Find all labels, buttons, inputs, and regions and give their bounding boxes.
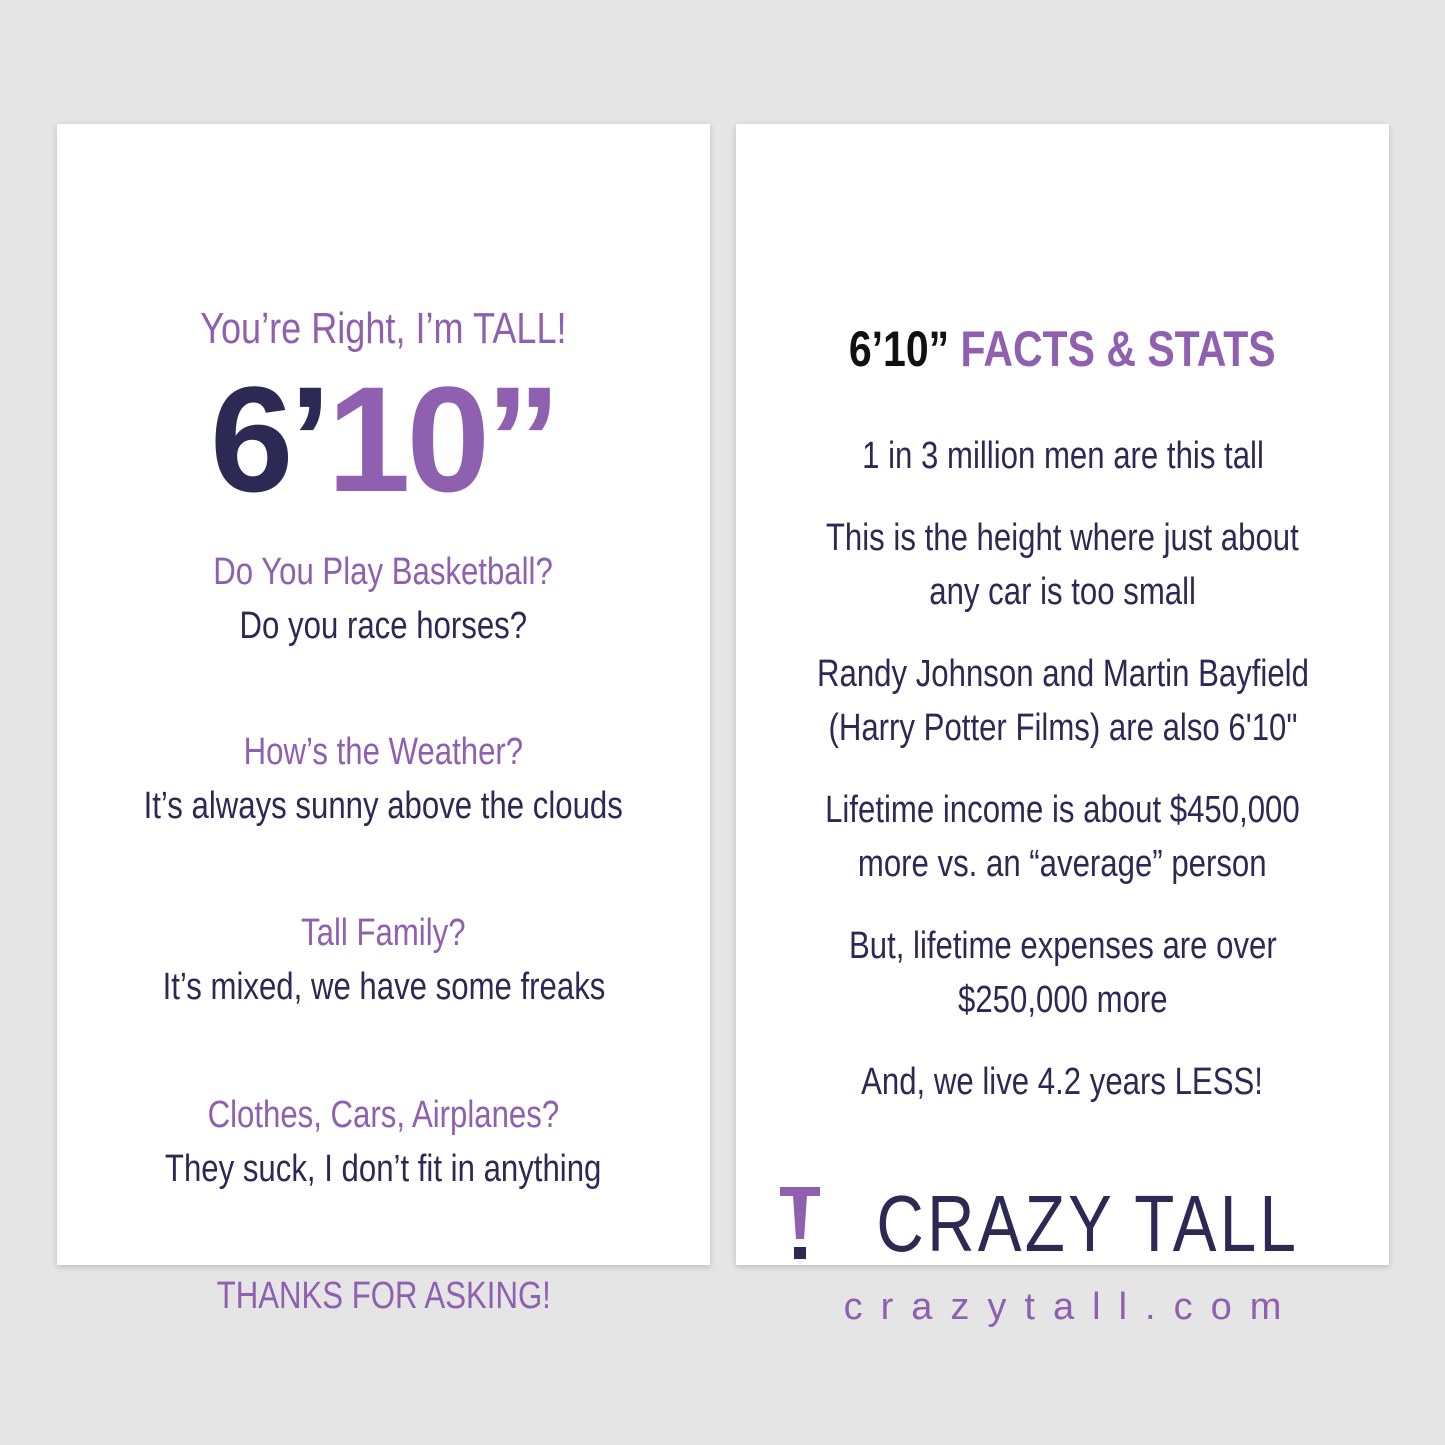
answer: It’s mixed, we have some freaks [162, 966, 605, 1008]
facts-title-height: 6’10” [849, 321, 950, 377]
answer: It’s always sunny above the clouds [143, 785, 624, 827]
fact-item: But, lifetime expenses are over $250,000 more [848, 925, 1277, 1021]
question: How’s the Weather? [243, 731, 524, 773]
answer: Do you race horses? [239, 605, 528, 647]
height-feet: 6’ [210, 355, 328, 523]
qa-item [57, 725, 710, 833]
fact-item: Lifetime income is about $450,000 more vs. an “average” person [825, 789, 1300, 885]
headline: You’re Right, I’m TALL! [200, 304, 567, 353]
qa-item [57, 545, 710, 653]
closing-text: THANKS FOR ASKING! [216, 1275, 551, 1317]
facts-title [736, 319, 1389, 379]
exclamation-t-icon [780, 1187, 820, 1261]
question: Do You Play Basketball? [213, 551, 554, 593]
answer: They suck, I don’t fit in anything [165, 1148, 602, 1190]
left-card [57, 124, 710, 1317]
fact-item: This is the height where just about any car is too small [826, 517, 1299, 613]
website-url: crazytall.com [843, 1286, 1300, 1328]
fact-item: Randy Johnson and Martin Bayfield (Harry Potter Films) are also 6'10" [816, 653, 1309, 749]
question: Clothes, Cars, Airplanes? [207, 1094, 560, 1136]
qa-item [57, 1088, 710, 1196]
right-card [736, 124, 1389, 1328]
brand-name: CRAZY TALL [876, 1179, 1299, 1268]
brand-logo [736, 1179, 1389, 1269]
fact-item: And, we live 4.2 years LESS! [861, 1061, 1264, 1103]
height-inches: 10” [327, 355, 557, 523]
question: Tall Family? [301, 912, 466, 954]
fact-item: 1 in 3 million men are this tall [861, 435, 1264, 477]
facts-title-label: FACTS & STATS [960, 321, 1276, 377]
qa-item [57, 906, 710, 1014]
height-display [57, 355, 710, 523]
